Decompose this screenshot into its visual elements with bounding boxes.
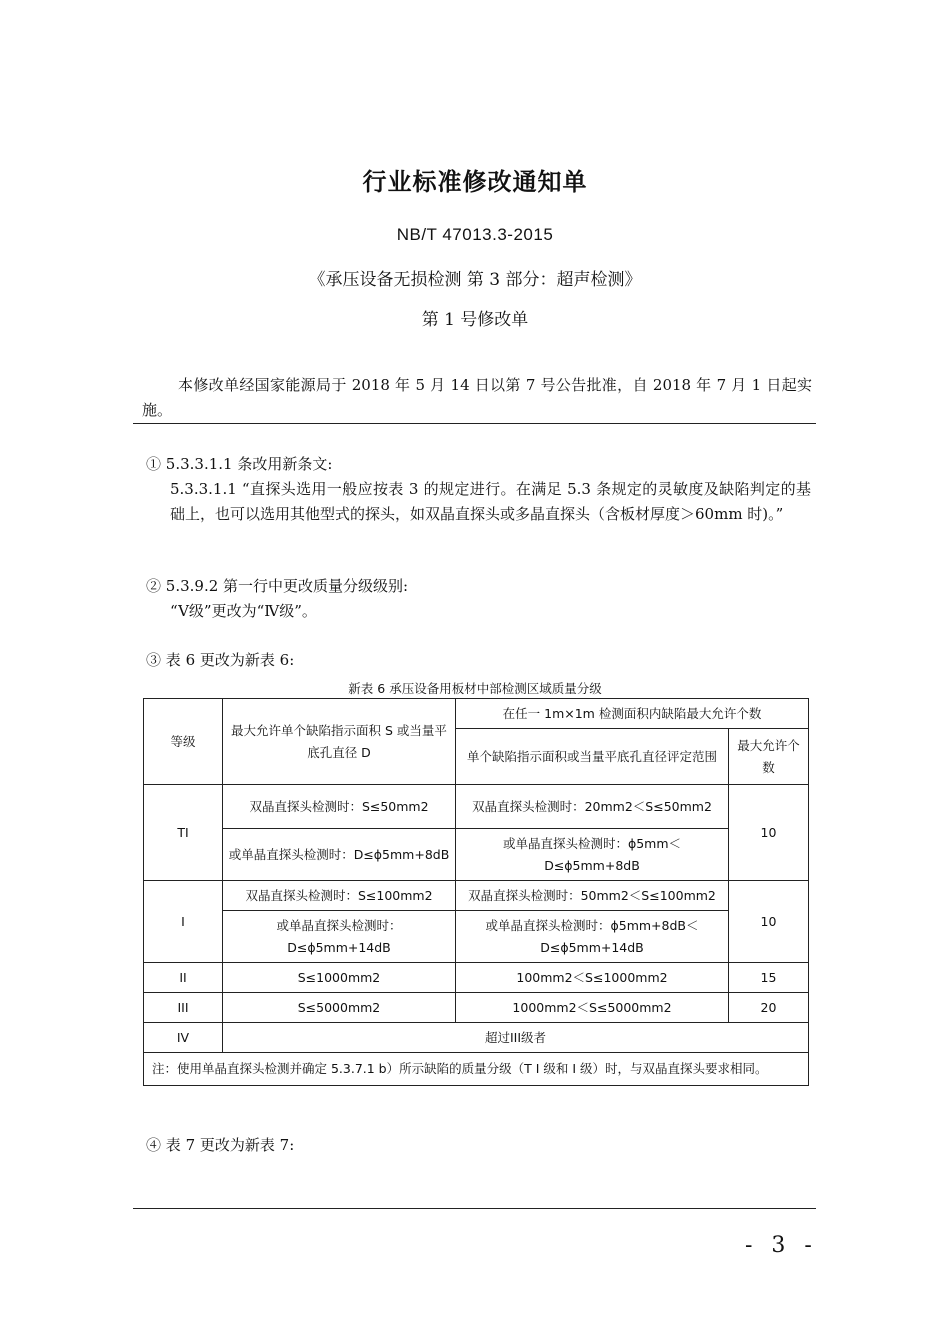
item-head: 表 6 更改为新表 6: [165,651,295,669]
header-max-count: 最大允许个数 [729,729,809,785]
item-2 [146,574,811,624]
item-marker: ② [146,577,162,595]
header-single-range: 单个缺陷指示面积或当量平底孔直径评定范围 [456,729,729,785]
item-marker: ① [146,455,162,473]
grade-i: I [144,881,223,963]
item-marker: ③ [146,651,162,669]
grade-ti: TI [144,785,223,881]
grade-ii: II [144,963,223,993]
i-dual-range: 双晶直探头检测时：50mm2＜S≤100mm2 [456,881,729,911]
item-head: 5.3.9.2 第一行中更改质量分级级别: [165,577,409,595]
header-any-area: 在任一 1m×1m 检测面积内缺陷最大允许个数 [456,699,809,729]
table-note: 注：使用单晶直探头检测并确定 5.3.7.1 b）所示缺陷的质量分级（T I 级和 I 级）时，与双晶直探头要求相同。 [144,1053,809,1086]
item-head: 表 7 更改为新表 7: [165,1136,295,1154]
document-title: 行业标准修改通知单 [362,168,588,196]
table-caption: 新表 6 承压设备用板材中部检测区域质量分级 [348,681,602,696]
grade-iv: IV [144,1023,223,1053]
ii-count: 15 [729,963,809,993]
i-count: 10 [729,881,809,963]
item-head: 5.3.3.1.1 条改用新条文: [165,455,333,473]
standard-code: NB/T 47013.3-2015 [396,225,554,244]
page-number: - 3 - [745,1233,818,1258]
header-max-single: 最大允许单个缺陷指示面积 S 或当量平底孔直径 D [223,699,456,785]
top-divider [133,423,816,424]
grade-iii: III [144,993,223,1023]
i-dual-limit: 双晶直探头检测时：S≤100mm2 [223,881,456,911]
item-body: “V级”更改为“Ⅳ级”。 [170,602,317,620]
quality-grade-table [143,698,809,1086]
ii-range: 100mm2＜S≤1000mm2 [456,963,729,993]
iii-range: 1000mm2＜S≤5000mm2 [456,993,729,1023]
ti-count: 10 [729,785,809,881]
ti-dual-limit: 双晶直探头检测时：S≤50mm2 [223,785,456,829]
ii-limit: S≤1000mm2 [223,963,456,993]
header-grade: 等级 [144,699,223,785]
ti-single-limit: 或单晶直探头检测时：D≤ϕ5mm+8dB [223,829,456,881]
iv-description: 超过III级者 [223,1023,809,1053]
item-body: 5.3.3.1.1 “直探头选用一般应按表 3 的规定进行。在满足 5.3 条规定的灵敏度及缺陷判定的基础上，也可以选用其他型式的探头，如双晶直探头或多晶直探头（含板材厚度＞60mm 时)。” [170,480,811,523]
item-4 [146,1133,811,1158]
item-marker: ④ [146,1136,162,1154]
ti-dual-range: 双晶直探头检测时：20mm2＜S≤50mm2 [456,785,729,829]
item-3 [146,648,811,673]
intro-paragraph: 本修改单经国家能源局于 2018 年 5 月 14 日以第 7 号公告批准，自 2018 年 7 月 1 日起实施。 [142,376,812,419]
standard-name: 《承压设备无损检测 第 3 部分：超声检测》 [308,270,642,290]
i-single-range: 或单晶直探头检测时：ϕ5mm+8dB＜D≤ϕ5mm+14dB [456,911,729,963]
ti-single-range: 或单晶直探头检测时：ϕ5mm＜D≤ϕ5mm+8dB [456,829,729,881]
item-1 [146,452,811,527]
i-single-limit: 或单晶直探头检测时：D≤ϕ5mm+14dB [223,911,456,963]
bottom-divider [133,1208,816,1209]
amendment-number: 第 1 号修改单 [421,310,529,330]
iii-count: 20 [729,993,809,1023]
iii-limit: S≤5000mm2 [223,993,456,1023]
